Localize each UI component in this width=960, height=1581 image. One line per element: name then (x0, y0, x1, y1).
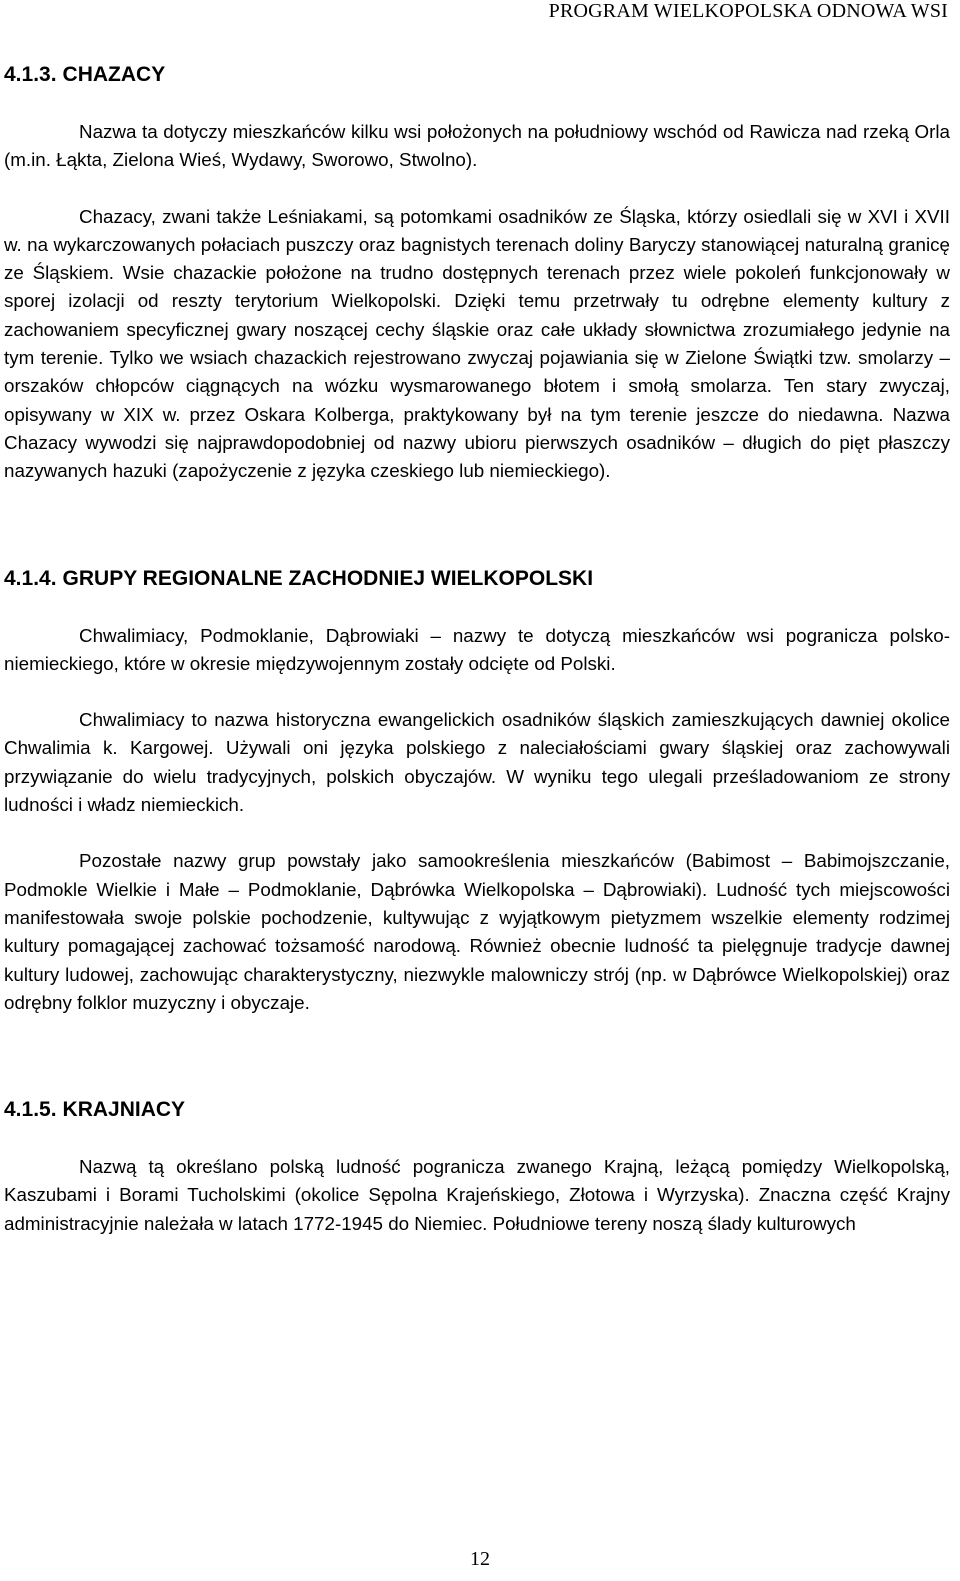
section-heading (4, 566, 950, 592)
section-number: 4.1.3. (4, 63, 57, 86)
section-number: 4.1.5. (4, 1098, 57, 1122)
paragraph: Chwalimiacy to nazwa historyczna ewangelickich osadników śląskich zamieszkujących dawniej okolice Chwalimia k. Kargowej. Używali oni języka polskiego z naleciałościami gwary śląskiej oraz zachowywali przywiązanie do wielu tradycyjnych, polskich obyczajów. W wyniku tego ulegali prześladowaniom ze strony ludności i władz niemieckich. (4, 709, 950, 816)
document-body (4, 62, 950, 1238)
section-number: 4.1.4. (4, 566, 57, 590)
section-chazacy (4, 62, 950, 486)
section-title: CHAZACY (62, 63, 166, 86)
section-grupy-regionalne (4, 566, 950, 1018)
section-heading (4, 1097, 950, 1123)
paragraph: Pozostałe nazwy grup powstały jako samookreślenia mieszkańców (Babimost – Babimojszczanie, Podmokle Wielkie i Małe – Podmoklanie, Dąbrówka Wielkopolska – Dąbrowiaki). Ludność tych miejscowości manifestowała swoje polskie pochodzenie, kultywując z wyjątkowym pietyzmem wszelkie elementy rodzimej kultury pomagającej zachować tożsamość narodową. Również obecnie ludność ta pielęgnuje tradycje dawnej kultury ludowej, zachowując charakterystyczny, niezwykle malowniczy strój (np. w Dąbrówce Wielkopolskiej) oraz odrębny folklor muzyczny i obyczaje. (4, 850, 950, 1013)
section-heading (4, 62, 950, 88)
paragraph: Nazwa ta dotyczy mieszkańców kilku wsi położonych na południowy wschód od Rawicza nad rzeką Orla (m.in. Łąkta, Zielona Wieś, Wydawy, Sworowo, Stwolno). (4, 121, 950, 171)
paragraph: Chazacy, zwani także Leśniakami, są potomkami osadników ze Śląska, którzy osiedlali się w XVI i XVII w. na wykarczowanych połaciach puszczy oraz bagnistych terenach doliny Baryczy stanowiącej naturalną granicę ze Śląskiem. Wsie chazackie położone na trudno dostępnych terenach przez wiele pokoleń funkcjonowały w sporej izolacji od reszty terytorium Wielkopolski. Dzięki temu przetrwały tu odrębne elementy kultury z zachowaniem specyficznej gwary noszącej cechy śląskie oraz całe układy słownictwa zrozumiałego jedynie na tym terenie. Tylko we wsiach chazackich rejestrowano zwyczaj pojawiania się w Zielone Świątki tzw. smolarzy – orszaków chłopców ciągnących na wózku wysmarowanego błotem i smołą smolarza. Ten stary zwyczaj, opisywany w XIX w. przez Oskara Kolberga, praktykowany był na tym terenie jeszcze do niedawna. Nazwa Chazacy wywodzi się najprawdopodobniej od nazwy ubioru pierwszych osadników – długich do pięt płaszczy nazywanych hazuki (zapożyczenie z języka czeskiego lub niemieckiego). (4, 205, 950, 482)
section-title: GRUPY REGIONALNE ZACHODNIEJ WIELKOPOLSKI (62, 566, 594, 590)
section-krajniacy (4, 1097, 950, 1238)
paragraph: Nazwą tą określano polską ludność pogranicza zwanego Krajną, leżącą pomiędzy Wielkopolską, Kaszubami i Borami Tucholskimi (okolice Sępolna Krajeńskiego, Złotowa i Wyrzyska). Znaczna część Krajny administracyjnie należała w latach 1772-1945 do Niemiec. Południowe tereny noszą ślady kulturowych (4, 1156, 950, 1234)
running-header: PROGRAM WIELKOPOLSKA ODNOWA WSI (548, 0, 948, 22)
section-title: KRAJNIACY (62, 1098, 186, 1122)
paragraph: Chwalimiacy, Podmoklanie, Dąbrowiaki – nazwy te dotyczą mieszkańców wsi pogranicza polsko-niemieckiego, które w okresie międzywojennym zostały odcięte od Polski. (4, 624, 950, 674)
page-number: 12 (470, 1548, 490, 1570)
